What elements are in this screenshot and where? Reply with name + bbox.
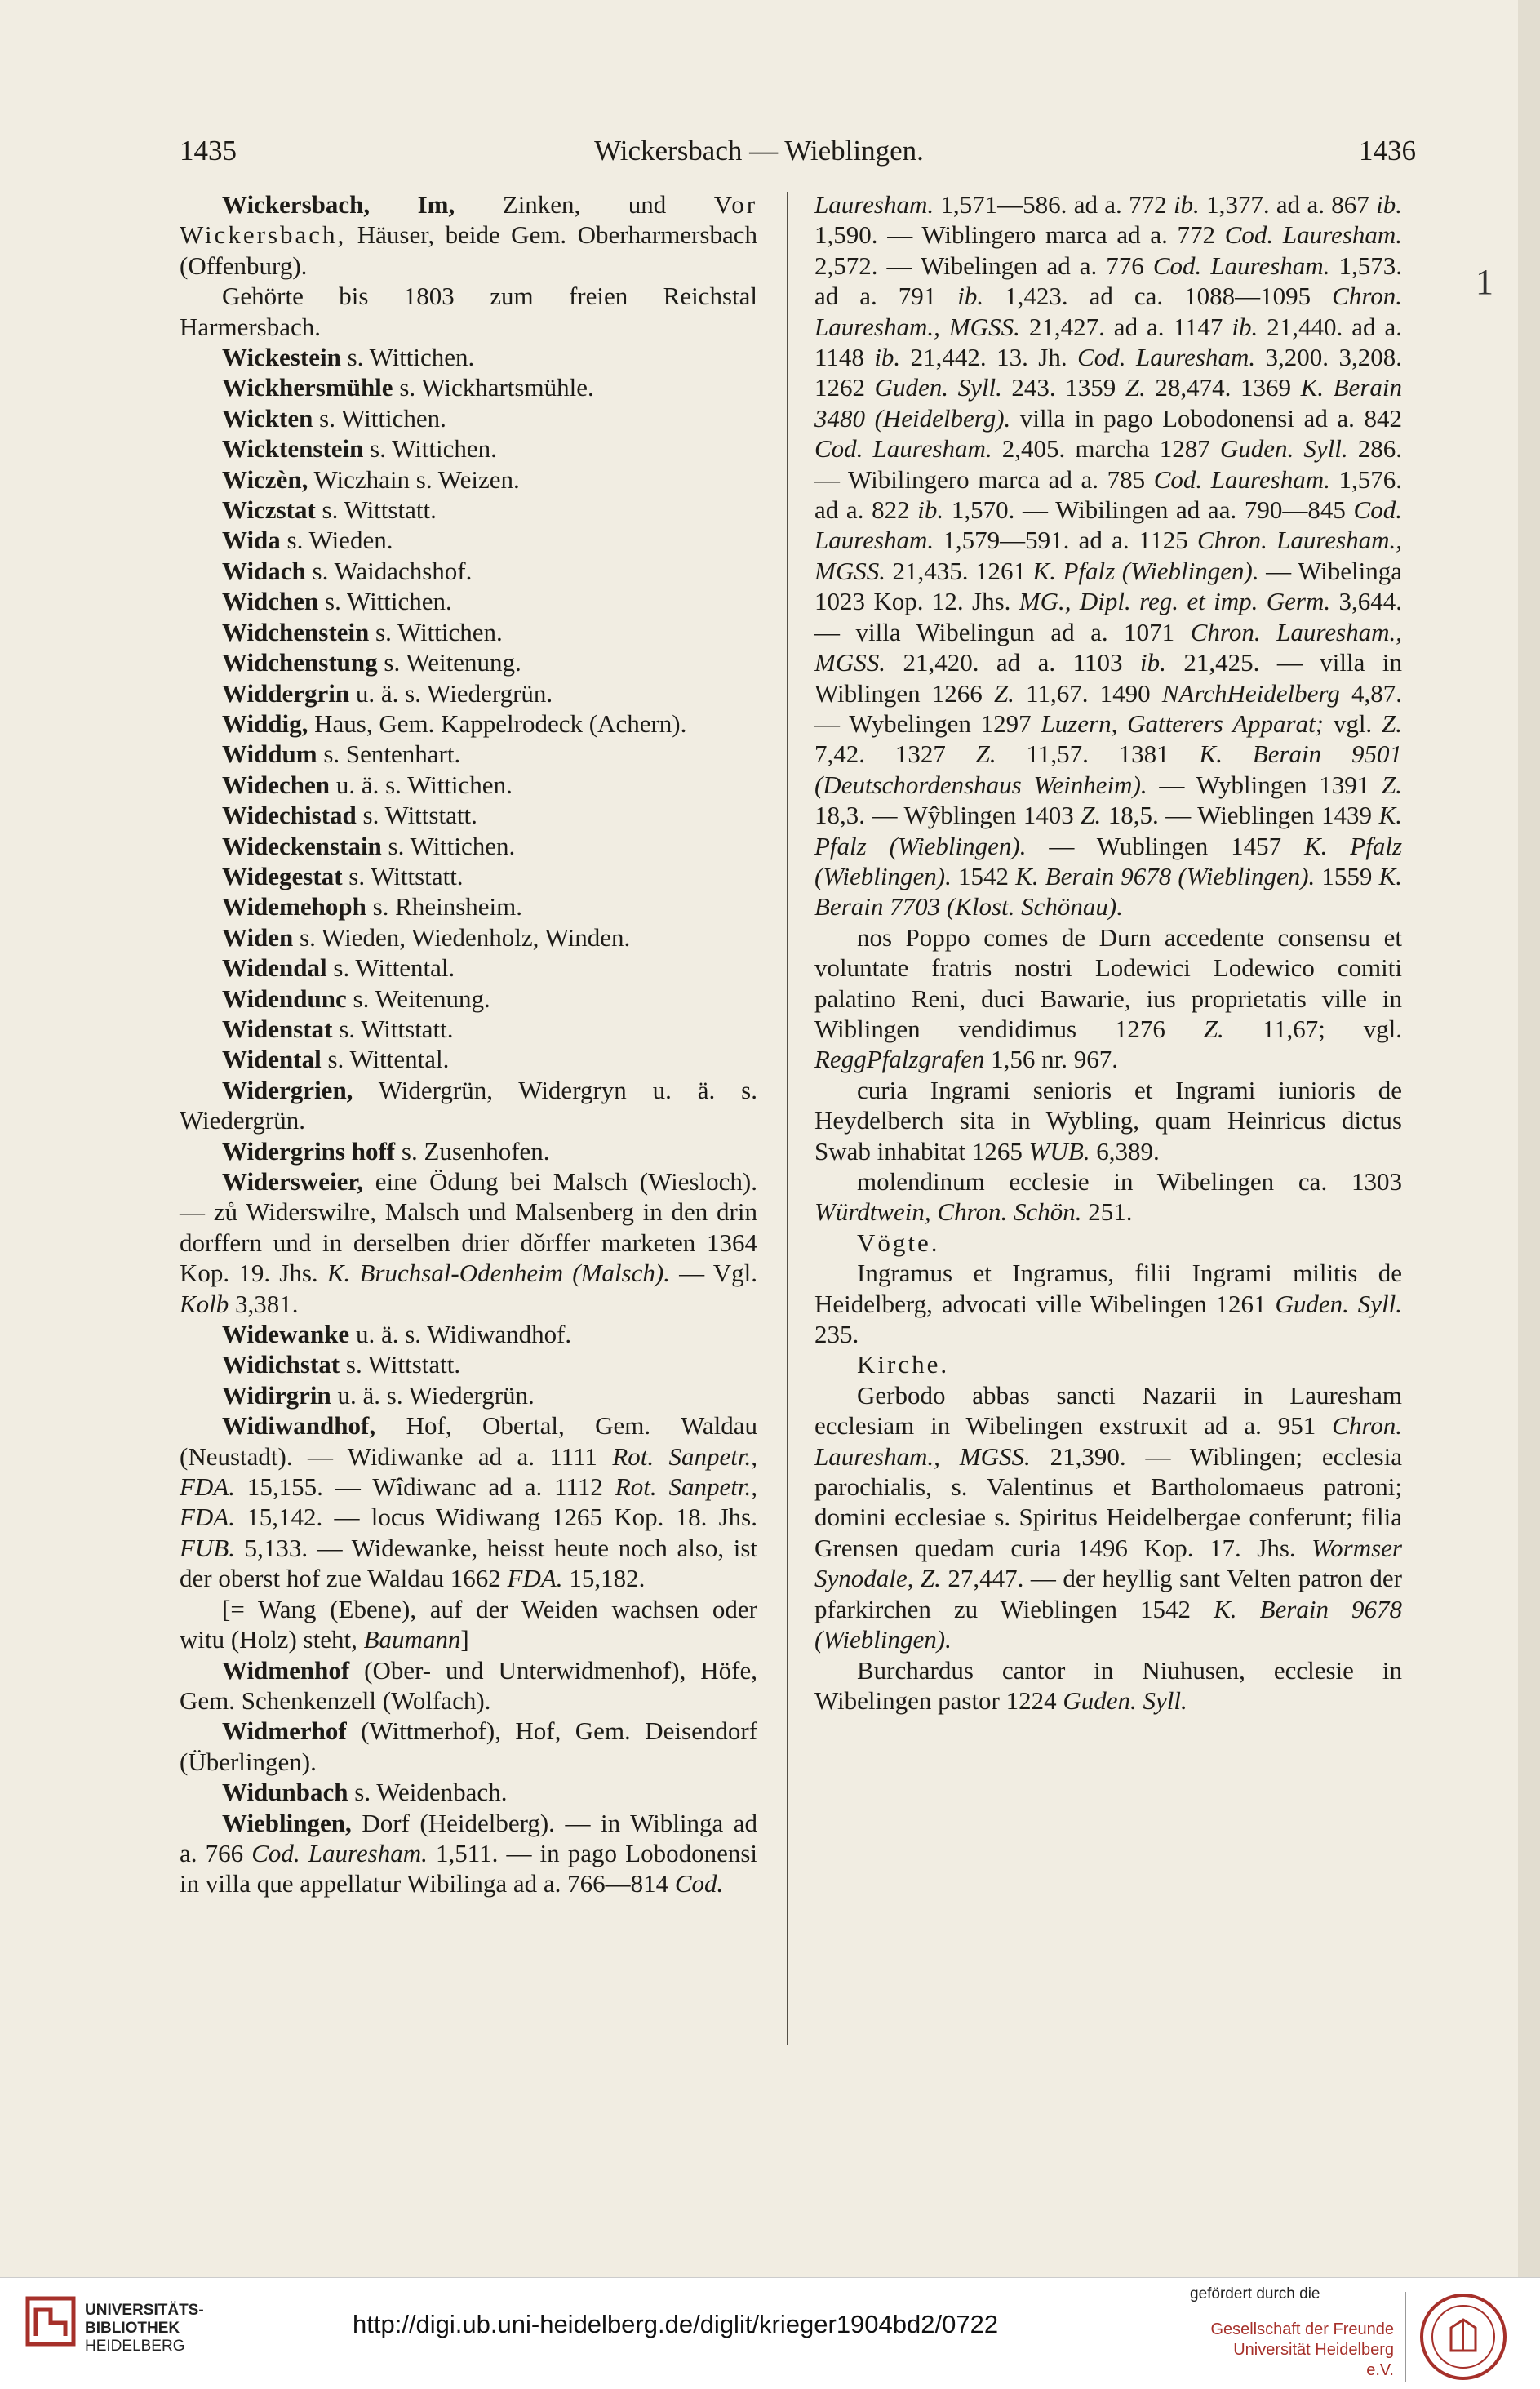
entry-text: 15,182. (562, 1564, 646, 1593)
gazetteer-entry (180, 1044, 757, 1074)
citation-text: ib. (1139, 648, 1166, 677)
gazetteer-entry (180, 281, 757, 342)
entry-text: (Wittmerhof), Hof, Gem. Deisendorf (Überlingen). (180, 1716, 757, 1776)
permalink-url[interactable]: http://digi.ub.uni-heidelberg.de/diglit/krieger1904bd2/0722 (353, 2310, 999, 2338)
citation-text: ReggPfalzgrafen (814, 1045, 985, 1074)
entry-text: 21,440. ad a. 1148 (814, 312, 1402, 372)
university-seal-icon (1418, 2292, 1508, 2382)
entry-headword: Widdergrin (222, 678, 350, 708)
entry-headword: Widmenhof (222, 1655, 350, 1685)
entry-text: u. ä. s. Wiedergrün. (331, 1380, 535, 1410)
entry-headword: Wickten (222, 403, 313, 433)
entry-text: 11,67. 1490 (1014, 678, 1162, 708)
entry-headword: Wickhersmühle (222, 373, 393, 402)
entry-headword: Widichstat (222, 1350, 340, 1379)
gazetteer-entry (180, 800, 757, 830)
entry-text: Wiczhain s. Weizen. (308, 464, 520, 494)
citation-text: MG., Dipl. reg. et imp. Germ. (1019, 587, 1331, 616)
entry-text: Haus, Gem. Kappelrodeck (Achern). (308, 708, 687, 738)
gazetteer-entry (180, 189, 757, 281)
entry-paragraph (814, 1075, 1402, 1166)
entry-text: 28,474. 1369 (1145, 373, 1301, 402)
sponsor-note: gefördert durch die (1190, 2285, 1320, 2302)
gazetteer-entry (180, 495, 757, 525)
citation-text: Baumann (363, 1625, 461, 1654)
citation-text: Chron. Laureshаm., MGSS. (814, 1411, 1402, 1471)
entry-text: s. Weidenbach. (348, 1778, 508, 1807)
entry-headword: Widechen (222, 770, 331, 799)
citation-text: K. Pfalz (Wieblingen). (814, 801, 1402, 860)
entry-paragraph (814, 1655, 1402, 1716)
entry-text: s. Wittichen. (340, 343, 475, 372)
entry-text: — Wibelinga 1023 Kop. 12. Jhs. (814, 556, 1402, 616)
citation-text: K. Berain 9501 (Deutschordenshaus Weinheim). (814, 739, 1402, 799)
entry-text: 1,377. ad a. 867 (1199, 190, 1377, 219)
gazetteer-entry (180, 1655, 757, 1716)
entry-headword: Widen (222, 922, 294, 952)
entry-paragraph (814, 1380, 1402, 1655)
gazetteer-entry (180, 1136, 757, 1166)
sponsor-name[interactable] (1205, 2320, 1394, 2381)
library-name-line1: UNIVERSITÄTS- (85, 2302, 204, 2319)
entry-text: 286. — Wibilingero marca ad a. 785 (814, 434, 1403, 494)
citation-text: Guden. Syll. (1063, 1685, 1187, 1715)
entry-headword: Widchenstein (222, 617, 370, 646)
citation-text: Z. (1125, 373, 1146, 402)
entry-text: s. Wieden, Wiedenholz, Winden. (293, 922, 631, 952)
entry-text: s. Wittichen. (318, 587, 452, 616)
entry-headword: Wieblingen, (222, 1808, 352, 1837)
entry-text: s. Rheinsheim. (366, 892, 523, 921)
citation-text: ib. (1173, 190, 1200, 219)
ub-heidelberg-logo-icon[interactable] (24, 2295, 77, 2347)
entry-headword: Widchenstung (222, 648, 378, 677)
entry-text: s. Zusenhofen. (395, 1136, 550, 1166)
citation-text: FUB. (180, 1533, 236, 1562)
entry-text: s. Wittichen. (369, 617, 503, 646)
citation-text: Z. (993, 678, 1014, 708)
citation-text: Cod. (674, 1869, 724, 1898)
entry-text: 21,435. 1261 (885, 556, 1033, 585)
citation-text: ib. (917, 495, 944, 525)
entry-headword: Widemehoph (222, 892, 366, 921)
entry-text: u. ä. s. Widiwandhof. (349, 1320, 572, 1349)
gazetteer-entry (180, 1014, 757, 1044)
entry-headword: Wiczèn, (222, 464, 308, 494)
entry-headword: Widendal (222, 953, 327, 983)
entry-text: 1,590. — Wiblingero marca ad a. 772 (814, 220, 1225, 250)
entry-text: 11,67; vgl. (1223, 1014, 1402, 1043)
entry-headword: Widmerhof (222, 1716, 347, 1746)
citation-text: Guden. Syll. (1275, 1289, 1402, 1318)
gazetteer-entry (180, 708, 757, 739)
entry-text: s. Wieden. (280, 526, 393, 555)
gazetteer-entry (180, 342, 757, 372)
entry-text: 21,390. — Wiblingen; ecclesia parochialis, s. Valentinus et Bartholomaeus patroni; domini ecclesiae s. Spiritus Heidelbergae conferunt; filia Grensen quedam curia 1496 Kop. 17. Jhs. (814, 1441, 1402, 1562)
entry-text: 1,511. — in pago Lobodonensi in villa que appellatur Wibilinga ad a. 766—814 (180, 1838, 758, 1898)
library-name-line3: HEIDELBERG (85, 2338, 185, 2355)
gazetteer-entry (180, 556, 757, 586)
citation-text: ib. (1232, 312, 1258, 341)
citation-text: Guden. Syll. (874, 373, 1002, 402)
page-number-right: 1436 (1359, 135, 1416, 167)
sponsor-divider (1405, 2292, 1406, 2382)
gazetteer-entry (180, 617, 757, 647)
entry-text: curia Ingrami senioris et Ingrami iunioris de Heydelberch sita in Wybling, quam Heinricus dictus Swab inhabitat 1265 (814, 1075, 1402, 1166)
column-divider (787, 192, 788, 2045)
gazetteer-entry (180, 525, 757, 555)
entry-text: Gerbodo abbas sancti Nazarii in Laureshаm ecclesiam in Wibelingen exstruxit ad a. 951 (814, 1380, 1402, 1441)
entry-text: — Vgl. (669, 1259, 758, 1288)
page-edge (1518, 0, 1540, 2277)
gazetteer-entry (180, 433, 757, 464)
entry-headword: Wiczstat (222, 495, 316, 525)
entry-text: s. Wickhartsmühle. (393, 373, 594, 402)
entry-text: 7,42. 1327 (814, 739, 976, 769)
gazetteer-entry (180, 1075, 757, 1136)
entry-text: 4,87. — Wybelingen 1297 (814, 678, 1402, 738)
entry-text: [= Wang (Ebene), auf der Weiden wachsen oder witu (Holz) steht, (180, 1594, 757, 1654)
citation-text: Cod. Laureshаm. (1224, 220, 1402, 250)
citation-text: Rot. Sanpetr., FDA. (180, 1441, 757, 1502)
citation-text: Wormser Synodale, Z. (814, 1533, 1402, 1593)
citation-text: Rot. Sanpetr., FDA. (180, 1472, 757, 1532)
citation-text: Cod. Laureshаm. (1152, 251, 1330, 280)
entry-text: s. Weitenung. (377, 648, 521, 677)
entry-text: nos Poppo comes de Durn accedente consensu et voluntate fratris nostri Lodewici Lodewico comiti palatino Reni, duci Bawarie, ius proprietatis ville in Wiblingen vendidimus 1276 (814, 922, 1402, 1043)
entry-text: u. ä. s. Wiedergrün. (349, 678, 553, 708)
citation-text: Z. (1381, 708, 1402, 738)
entry-headword: Widchen (222, 587, 319, 616)
entry-text: 3,381. (229, 1289, 299, 1318)
entry-headword: Widental (222, 1045, 322, 1074)
citation-text: Laureshаm. (814, 190, 934, 219)
running-title: Wickersbach — Wieblingen. (594, 135, 924, 167)
citation-text: Chron. Laureshаm., MGSS. (814, 282, 1402, 341)
citation-text: K. Pfalz (Wieblingen). (814, 831, 1403, 890)
gazetteer-entry (180, 952, 757, 983)
entry-headword: Wickestein (222, 343, 341, 372)
entry-text: 21,427. ad a. 1147 (1019, 312, 1232, 341)
entry-text: 21,442. 13. Jh. (900, 343, 1078, 372)
entry-headword: Widdum (222, 739, 317, 769)
sponsor-line2: Universität Heidelberg e.V. (1233, 2341, 1394, 2379)
entry-text: 1,423. ad ca. 1088—1095 (983, 282, 1333, 311)
entry-text: 251. (1081, 1197, 1133, 1227)
citation-text: ib. (1376, 190, 1402, 219)
gazetteer-entry (180, 1716, 757, 1777)
entry-headword: Widach (222, 556, 306, 585)
gazetteer-entry (180, 861, 757, 891)
citation-text: Z. (1203, 1014, 1224, 1043)
gazetteer-entry (180, 1777, 757, 1807)
entry-paragraph (814, 1228, 1402, 1258)
entry-text: u. ä. s. Wittichen. (330, 770, 513, 799)
section-heading: Vögte. (857, 1228, 940, 1257)
entry-text: 1542 (951, 861, 1016, 890)
entry-text: Widergrün, Widergryn u. ä. s. Wiedergrün. (180, 1075, 757, 1135)
entry-headword: Widegestat (222, 861, 343, 890)
entry-paragraph (814, 1166, 1402, 1228)
entry-headword: Widechistad (222, 801, 357, 830)
citation-text: Würdtwein, Chron. Schön. (814, 1197, 1082, 1227)
gazetteer-entry (180, 372, 757, 402)
entry-text: 2,572. — Wibelingen ad a. 776 (814, 251, 1153, 280)
citation-text: Cod. Laureshаm. (814, 434, 992, 464)
entry-text: s. Wittstatt. (342, 861, 464, 890)
entry-headword: Widewanke (222, 1320, 350, 1349)
entry-headword: Widirgrin (222, 1380, 331, 1410)
entry-text: s. Wittental. (326, 953, 455, 983)
entry-text: 235. (814, 1320, 859, 1349)
citation-text: Cod. Laureshаm. (1077, 343, 1256, 372)
entry-text: 1,570. — Wibilingen ad aa. 790—845 (943, 495, 1354, 525)
entry-headword: Widunbach (222, 1778, 348, 1807)
entry-text: 15,142. — locus Widiwang 1265 Kop. 18. Jhs. (235, 1503, 757, 1532)
entry-headword: Widdig, (222, 708, 308, 738)
margin-pencil-mark: 1 (1476, 262, 1493, 302)
entry-text: s. Wittstatt. (340, 1350, 461, 1379)
library-name-line2: BIBLIOTHEK (85, 2320, 180, 2337)
entry-headword: Widiwandhof, (222, 1411, 376, 1441)
citation-text: ib. (874, 343, 901, 372)
entry-paragraph (814, 189, 1402, 922)
entry-headword: Widendunc (222, 984, 347, 1013)
entry-text: ] (460, 1625, 469, 1654)
entry-text: Gehörte bis 1803 zum freien Reichstal Harmersbach. (180, 282, 757, 341)
citation-text: K. Bruchsal-Odenheim (Malsch). (326, 1259, 670, 1288)
entry-text: 2,405. marcha 1287 (992, 434, 1220, 464)
gazetteer-entry (180, 1808, 757, 1899)
entry-text: 1559 (1315, 861, 1379, 890)
entry-text: 6,389. (1090, 1136, 1160, 1166)
citation-text: Cod. Laureshаm. (1153, 464, 1330, 494)
gazetteer-entry (180, 1166, 757, 1319)
entry-text: 3,200. 3,208. 1262 (814, 343, 1402, 402)
entry-text: s. Sentenhart. (317, 739, 461, 769)
entry-text: — Wyblingen 1391 (1147, 770, 1382, 799)
citation-text: Kolb (180, 1289, 229, 1318)
citation-text: Z. (1382, 770, 1403, 799)
entry-text: 1,573. ad a. 791 (814, 251, 1402, 311)
entry-text: molendinum ecclesie in Wibelingen ca. 1303 (857, 1167, 1402, 1196)
entry-paragraph (814, 922, 1402, 1075)
entry-text: s. Wittental. (321, 1045, 450, 1074)
gazetteer-entry (180, 1380, 757, 1410)
entry-text: 1,571—586. ad a. 772 (934, 190, 1174, 219)
gazetteer-entry (180, 678, 757, 708)
citation-text: FDA. (507, 1564, 563, 1593)
entry-text: Ingramus et Ingramus, filii Ingrami militis de Heidelberg, advocati ville Wibelingen 1261 (814, 1259, 1402, 1318)
citation-text: Guden. Syll. (1219, 434, 1348, 464)
citation-text: Z. (975, 739, 996, 769)
citation-text: Cod. Laureshаm. (814, 495, 1402, 555)
entry-text: 3,644. — villa Wibelingun ad a. 1071 (814, 587, 1403, 646)
right-column (814, 189, 1402, 1716)
entry-text: 1,576. ad a. 822 (814, 464, 1402, 525)
entry-text: s. Wittichen. (381, 831, 516, 860)
citation-text: K. Berain 3480 (Heidelberg). (814, 373, 1402, 433)
citation-text: Chron. Laureshаm., MGSS. (814, 617, 1402, 677)
entry-headword: Widergrien, (222, 1075, 353, 1104)
entry-text: 5,133. — Widewanke, heisst heute noch also, ist der oberst hof zue Waldau 1662 (180, 1533, 757, 1593)
entry-text: s. Wittstatt. (332, 1014, 454, 1043)
entry-text: (Ober- und Unterwidmenhof), Höfe, Gem. Schenkenzell (Wolfach). (180, 1655, 757, 1715)
entry-text: 1,56 nr. 967. (984, 1045, 1118, 1074)
page-number-left: 1435 (180, 135, 237, 167)
section-heading: Vor Wickersbach, (180, 190, 758, 250)
entry-text: villa in pago Lobodonensi ad a. 842 (1010, 403, 1402, 433)
citation-text: Luzern, Gatterers Apparat; (1041, 708, 1325, 738)
entry-headword: Wicktenstein (222, 434, 364, 464)
entry-text: s. Wittichen. (363, 434, 497, 464)
gazetteer-entry (180, 922, 757, 952)
entry-text: 11,57. 1381 (996, 739, 1200, 769)
entry-headword: Wida (222, 526, 281, 555)
sponsor-line1: Gesellschaft der Freunde (1210, 2320, 1394, 2338)
gazetteer-entry (180, 464, 757, 495)
citation-text: K. Berain 7703 (Klost. Schönau). (814, 861, 1403, 921)
entry-headword: Wideckenstain (222, 831, 382, 860)
gazetteer-entry (180, 831, 757, 861)
entry-headword: Widenstat (222, 1014, 333, 1043)
gazetteer-entry (180, 586, 757, 616)
entry-text: vgl. (1324, 708, 1382, 738)
gazetteer-entry (180, 984, 757, 1014)
citation-text: NArchHeidelberg (1161, 678, 1340, 708)
gazetteer-entry (180, 770, 757, 800)
entry-text: s. Weitenung. (346, 984, 490, 1013)
entry-text: 21,425. — villa in Wiblingen 1266 (814, 648, 1402, 708)
gazetteer-entry (180, 1410, 757, 1593)
entry-text: 1,579—591. ad a. 1125 (934, 526, 1198, 555)
citation-text: K. Pfalz (Wieblingen). (1032, 556, 1259, 585)
entry-text: 21,420. ad a. 1103 (885, 648, 1140, 677)
entry-text: 15,155. — Wîdiwanc ad a. 1112 (235, 1472, 615, 1502)
entry-text: 243. 1359 (1001, 373, 1125, 402)
entry-paragraph (814, 1349, 1402, 1379)
entry-text: Dorf (Heidelberg). — in Wiblinga ad a. 766 (180, 1808, 757, 1867)
citation-text: K. Berain 9678 (Wieblingen). (1015, 861, 1316, 890)
entry-headword: Wickersbach, Im, (222, 190, 455, 219)
citation-text: WUB. (1028, 1136, 1090, 1166)
entry-paragraph (814, 1258, 1402, 1349)
entry-text: 18,5. — Wieblingen 1439 (1101, 801, 1379, 830)
entry-text: s. Waidachshof. (305, 556, 473, 585)
gazetteer-entry (180, 1349, 757, 1379)
citation-text: Cod. Laureshаm. (251, 1838, 428, 1867)
left-column (180, 189, 757, 1899)
citation-text: ib. (957, 282, 984, 311)
section-heading: Kirche. (857, 1350, 950, 1379)
entry-text: Hof, Obertal, Gem. Waldau (Neustadt). — Widiwanke ad a. 1111 (180, 1411, 757, 1471)
gazetteer-entry (180, 891, 757, 921)
entry-headword: Widersweier, (222, 1167, 364, 1196)
citation-text: Z. (1081, 801, 1102, 830)
gazetteer-entry (180, 1319, 757, 1349)
entry-text: Zinken, und (455, 190, 714, 219)
gazetteer-entry (180, 739, 757, 769)
entry-text: Burchardus cantor in Niuhusen, ecclesie in Wibelingen pastor 1224 (814, 1655, 1402, 1715)
entry-text: 18,3. — Wŷblingen 1403 (814, 801, 1081, 830)
entry-headword: Widergrins hoff (222, 1136, 396, 1166)
entry-text: — Wublingen 1457 (1026, 831, 1304, 860)
entry-text: s. Wittstatt. (356, 801, 477, 830)
gazetteer-entry (180, 647, 757, 677)
gazetteer-entry (180, 403, 757, 433)
entry-text: s. Wittichen. (313, 403, 446, 433)
entry-text: s. Wittstatt. (315, 495, 437, 525)
citation-text: K. Berain 9678 (Wieblingen). (814, 1594, 1402, 1654)
library-name (85, 2302, 204, 2356)
entry-text: 27,447. — der heyllig sant Velten patron der pfarkirchen zu Wieblingen 1542 (814, 1564, 1403, 1623)
entry-text: Häuser, beide Gem. Oberharmersbach (Offenburg). (180, 220, 757, 280)
citation-text: Chron. Laureshаm., MGSS. (814, 526, 1402, 585)
page-header (0, 135, 1518, 175)
entry-text: eine Ödung bei Malsch (Wiesloch). — zů Widerswilre, Malsch und Malsenberg in den drin dorffern und in derselben drier dǒrffer marketen 1364 Kop. 19. Jhs. (180, 1167, 757, 1288)
gazetteer-entry (180, 1594, 757, 1655)
